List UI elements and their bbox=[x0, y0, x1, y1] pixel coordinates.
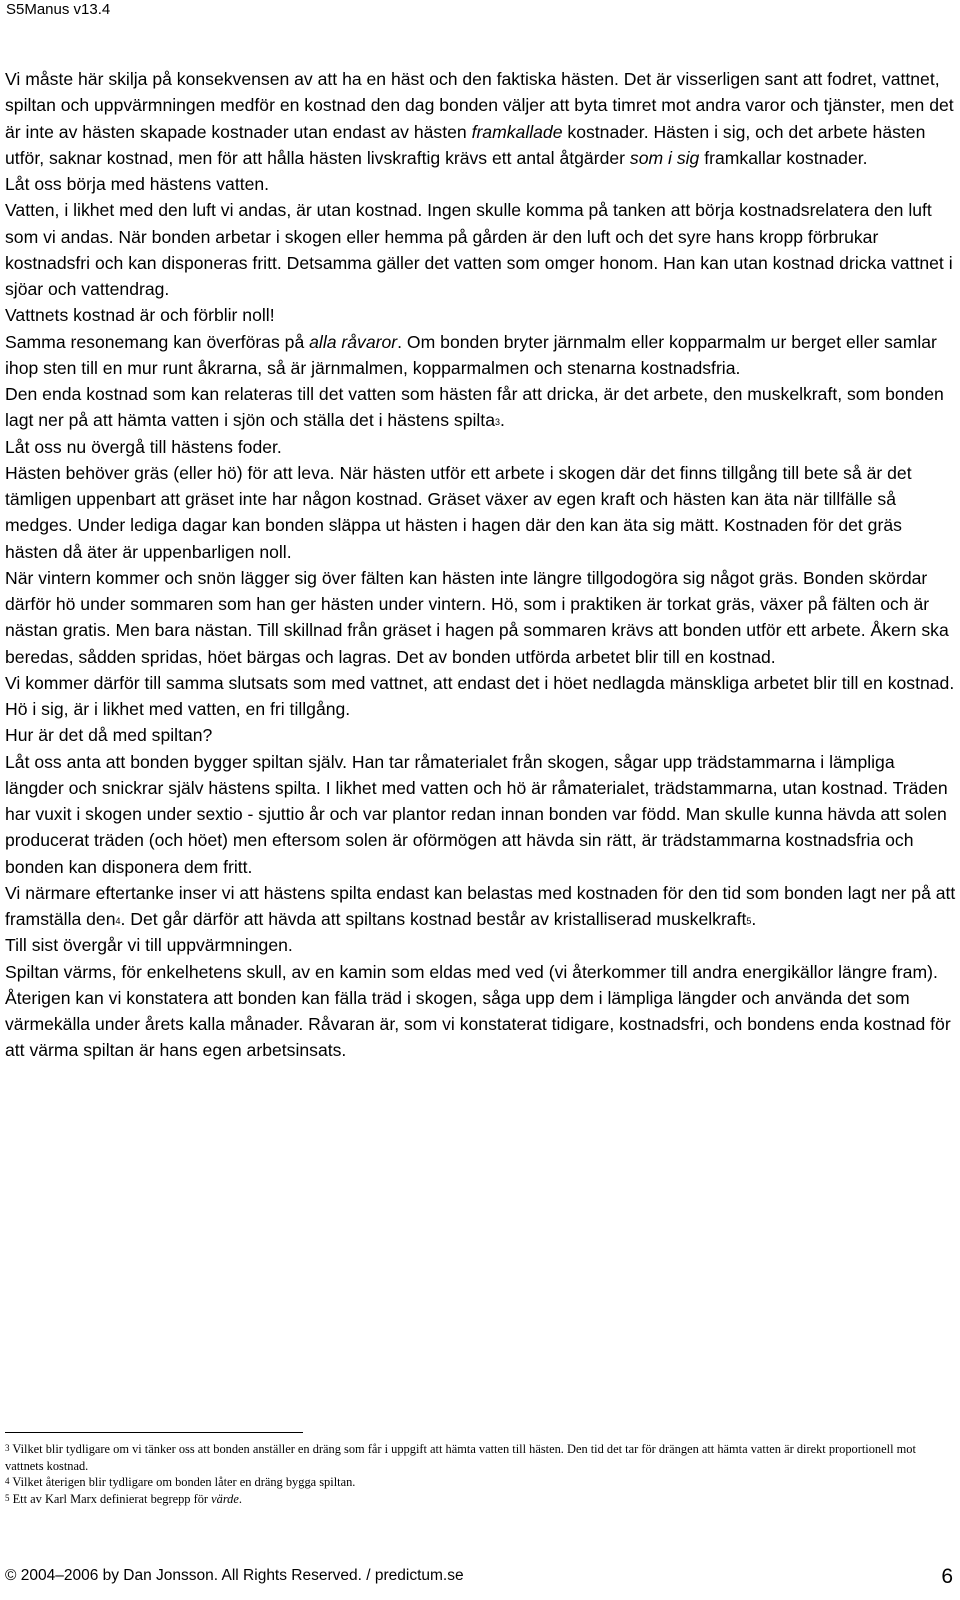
paragraph: Låt oss anta att bonden bygger spiltan själv. Han tar råmaterialet från skogen, sågar upp trädstammarna i lämpliga längder och snickrar själv hästens spilta. I likhet med vatten och hö är råmaterialet, trädstammarna, utan kostnad. Träden har vuxit i skogen under sextio - sjuttio år och var plantor redan innan bonden var född. Man skulle kunna hävda att solen producerat träden (och höet) men eftersom solen är oförmögen att hävda sin rätt, är trädstammarna kostnadsfria och bonden kan disponera dem fritt. bbox=[5, 751, 948, 877]
footnote: $^5$ Ett av Karl Marx definierat begrepp för värde. bbox=[5, 1491, 242, 1506]
footnotes bbox=[5, 1441, 955, 1507]
emphasis: värde bbox=[211, 1491, 239, 1506]
footnote: $^3$ Vilket blir tydligare om vi tänker oss att bonden anställer en dräng som får i uppgift att hämta vatten till hästen. Den tid det tar för drängen att hämta vatten är direkt proportionell mot vattnets kostnad. bbox=[5, 1442, 916, 1473]
paragraph: Den enda kostnad som kan relateras till det vatten som hästen får att dricka, är det arbete, den muskelkraft, som bonden lagt ner på att hämta vatten i sjön och ställa det i hästens spilta$^3$. bbox=[5, 384, 944, 431]
paragraph: Låt oss nu övergå till hästens foder. bbox=[5, 436, 282, 457]
footnote-number: 5 bbox=[5, 1492, 10, 1503]
emphasis: alla råvaror bbox=[309, 331, 398, 352]
paragraph: När vintern kommer och snön lägger sig över fälten kan hästen inte längre tillgodogöra sig något gräs. Bonden skördar därför hö under sommaren som han ger hästen under vintern. Hö, som i praktiken är torkat gräs, växer på fälten och är nästan gratis. Men bara nästan. Till skillnad från gräset i hagen på sommaren krävs att bonden utför ett arbete. Åkern ska beredas, sådden spridas, höet bärgas och lagras. Det av bonden utförda arbetet blir till en kostnad. bbox=[5, 567, 949, 667]
document-version-label: S5Manus v13.4 bbox=[6, 1, 111, 18]
footnote-ref[interactable]: 3 bbox=[494, 417, 500, 428]
footnote-ref[interactable]: 4 bbox=[115, 916, 121, 926]
paragraph: Samma resonemang kan överföras på alla råvaror. Om bonden bryter järnmalm eller kopparmalm ur berget eller samlar ihop sten till en mur runt åkrarna, så är järnmalmen, kopparmalmen och stenarna kostnadsfria. bbox=[5, 331, 937, 378]
paragraph: Vi närmare eftertanke inser vi att hästens spilta endast kan belastas med kostnaden för den tid som bonden lagt ner på att framställa den$^4$. Det går därför att hävda att spiltans kostnad består av kristalliserad muskelkraft$^5$. bbox=[5, 882, 956, 929]
emphasis: framkallade bbox=[471, 121, 563, 142]
copyright-notice: © 2004–2006 by Dan Jonsson. All Rights Reserved. / predictum.se bbox=[5, 1567, 464, 1584]
page-footer bbox=[5, 1561, 955, 1591]
paragraph: Vi måste här skilja på konsekvensen av att ha en häst och den faktiska hästen. Det är visserligen sant att fodret, vattnet, spiltan och uppvärmningen medför en kostnad den dag bonden väljer att byta timret mot andra varor och tjänster, men det är inte av hästen skapade kostnader utan endast av hästen framkallade kostnader. Hästen i sig, och det arbete hästen utför, saknar kostnad, men för att hålla hästen livskraftig krävs ett antal åtgärder som i sig framkallar kostnader. bbox=[5, 69, 954, 168]
paragraph: Vatten, i likhet med den luft vi andas, är utan kostnad. Ingen skulle komma på tanken att börja kostnadsrelatera den luft som vi andas. När bonden arbetar i skogen eller hemma på gården är den luft och det syre hans kropp förbrukar kostnadsfri och kan disponeras fritt. Detsamma gäller det vatten som omger honom. Han kan utan kostnad dricka vattnet i sjöar och vattendrag. bbox=[5, 200, 953, 299]
paragraph: Hur är det då med spiltan? bbox=[5, 725, 213, 746]
footnote: $^4$ Vilket återigen blir tydligare om bonden låter en dräng bygga spiltan. bbox=[5, 1475, 356, 1489]
footnote-ref[interactable]: 5 bbox=[746, 916, 752, 926]
paragraph: Till sist övergår vi till uppvärmningen. bbox=[5, 935, 293, 956]
paragraph: Låt oss börja med hästens vatten. bbox=[5, 174, 270, 194]
page-number: 6 bbox=[941, 1565, 953, 1588]
paragraph: Spiltan värms, för enkelhetens skull, av en kamin som eldas med ved (vi återkommer till andra energikällor längre fram). Återigen kan vi konstatera att bonden kan fälla träd i skogen, såga upp dem i lämpliga längder och använda det som värmekälla under årets kalla månader. Råvaran är, som vi konstaterat tidigare, kostnadsfri, och bondens enda kostnad för att värma spiltan är hans egen arbetsinsats. bbox=[5, 961, 951, 1061]
footnote-separator bbox=[5, 1432, 303, 1433]
emphasis: som i sig bbox=[629, 147, 700, 168]
paragraph: Hästen behöver gräs (eller hö) för att leva. När hästen utför ett arbete i skogen där det finns tillgång till bete så är det tämligen uppenbart att gräset inte har någon kostnad. Gräset växer av egen kraft och hästen kan äta när tillfälle så medges. Under lediga dagar kan bonden släppa ut hästen i hagen där den kan äta sig mätt. Kostnaden för det gräs hästen då äter är uppenbarligen noll. bbox=[5, 462, 912, 562]
footnote-number: 4 bbox=[5, 1476, 10, 1486]
paragraph: Vi kommer därför till samma slutsats som med vattnet, att endast det i höet nedlagda mänskliga arbetet blir till en kostnad. Hö i sig, är i likhet med vatten, en fri tillgång. bbox=[5, 672, 955, 719]
paragraph: Vattnets kostnad är och förblir noll! bbox=[5, 305, 275, 326]
footnote-number: 3 bbox=[5, 1443, 10, 1453]
document-body bbox=[5, 66, 957, 1064]
